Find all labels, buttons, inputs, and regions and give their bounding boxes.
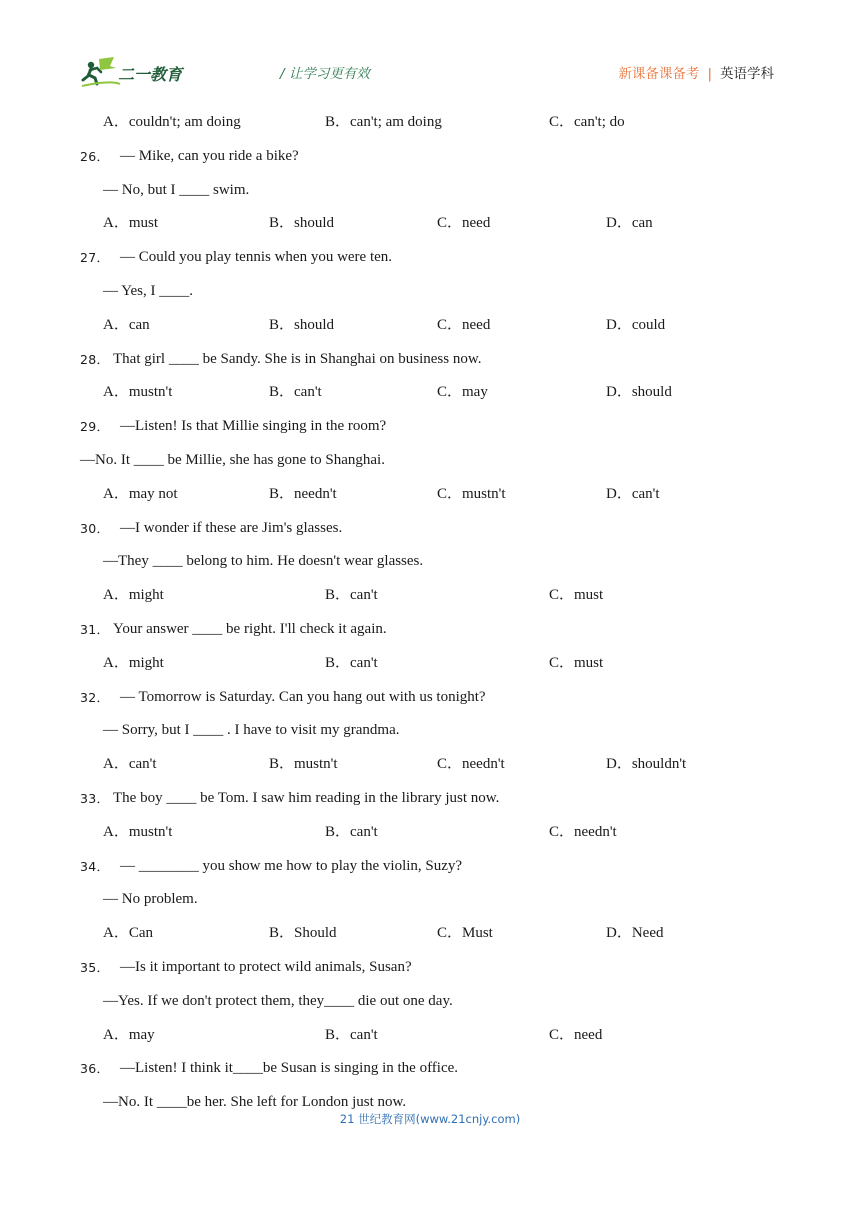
dialogue-line: —They ____ belong to him. He doesn't wear glasses. [103,553,424,569]
question-text: — ________ you show me how to play the violin, Suzy? [120,858,463,874]
question-text: —Listen! Is that Millie singing in the room? [120,418,387,434]
dialogue-line: — Yes, I ____. [103,283,194,299]
page-footer: 21 世纪教育网(www.21cnjy.com) [339,1112,521,1126]
question-text: — Mike, can you ride a bike? [120,148,299,164]
question-text: —Is it important to protect wild animals, Susan? [120,959,412,975]
answer-option: A．might [103,655,164,671]
question-number: 28． [80,352,110,367]
answer-option: C．need [437,215,491,231]
answer-option: B．can't [325,587,378,603]
answer-option: C．Must [437,925,493,941]
question-number: 32． [80,690,110,705]
subject-label: 英语学科 [720,66,774,82]
dialogue-line: — Sorry, but I ____ . I have to visit my grandma. [103,722,400,738]
question-number: 34． [80,859,110,874]
answer-option: C．mustn't [437,486,506,502]
question-number: 31． [80,622,110,637]
runner-icon [82,57,120,86]
answer-option: A．might [103,587,164,603]
course-label: 新课备课备考 [618,66,700,82]
answer-option: A．Can [103,925,153,941]
question-text: That girl ____ be Sandy. She is in Shanghai on business now. [113,351,482,367]
question-number: 35． [80,960,110,975]
answer-option: B．can't [269,384,322,400]
answer-option: C．must [549,587,604,603]
answer-option: A．can [103,317,150,333]
answer-option: B．can't [325,655,378,671]
dialogue-line: —No. It ____be her. She left for London just now. [103,1094,407,1110]
brand-logo [80,56,192,88]
header-separator: | [707,66,712,82]
answer-option: A．may not [103,486,178,502]
answer-option: D．shouldn't [606,756,687,772]
answer-option: C．may [437,384,488,400]
answer-option: B．Should [269,925,337,941]
dialogue-line: —No. It ____ be Millie, she has gone to Shanghai. [80,452,385,468]
answer-option: A．mustn't [103,384,173,400]
dialogue-line: —Yes. If we don't protect them, they____ die out one day. [103,993,453,1009]
answer-option: A．couldn't; am doing [103,114,241,130]
answer-option: D．can't [606,486,660,502]
answer-option: B．can't [325,1027,378,1043]
answer-option: B．needn't [269,486,337,502]
answer-option: B．can't [325,824,378,840]
question-number: 36． [80,1061,110,1076]
header-right [618,62,774,82]
answer-option: A．mustn't [103,824,173,840]
question-text: — Tomorrow is Saturday. Can you hang out with us tonight? [120,689,486,705]
answer-option: D．can [606,215,653,231]
slogan: / 让学习更有效 [280,66,370,82]
answer-option: A．may [103,1027,155,1043]
answer-option: B．should [269,215,335,231]
question-number: 26． [80,149,110,164]
answer-option: C．must [549,655,604,671]
answer-option: A．must [103,215,159,231]
question-text: The boy ____ be Tom. I saw him reading in the library just now. [113,790,500,806]
answer-option: D．Need [606,925,664,941]
answer-option: D．could [606,317,666,333]
question-number: 30． [80,521,110,536]
page-header [80,56,780,88]
logo-text: 二一教育 [118,65,183,84]
question-text: —Listen! I think it____be Susan is singing in the office. [120,1060,459,1076]
answer-option: C．can't; do [549,114,625,130]
question-text: —I wonder if these are Jim's glasses. [120,520,343,536]
answer-option: C．needn't [549,824,617,840]
question-text: Your answer ____ be right. I'll check it again. [113,621,387,637]
answer-option: A．can't [103,756,157,772]
question-number: 27． [80,250,110,265]
answer-option: B．should [269,317,335,333]
answer-option: B．mustn't [269,756,338,772]
question-text: — Could you play tennis when you were ten. [120,249,393,265]
answer-option: C．need [437,317,491,333]
question-number: 29． [80,419,110,434]
answer-option: B．can't; am doing [325,114,442,130]
dialogue-line: — No problem. [103,891,198,907]
question-number: 33． [80,791,110,806]
answer-option: C．need [549,1027,603,1043]
answer-option: C．needn't [437,756,505,772]
dialogue-line: — No, but I ____ swim. [103,182,250,198]
answer-option: D．should [606,384,672,400]
